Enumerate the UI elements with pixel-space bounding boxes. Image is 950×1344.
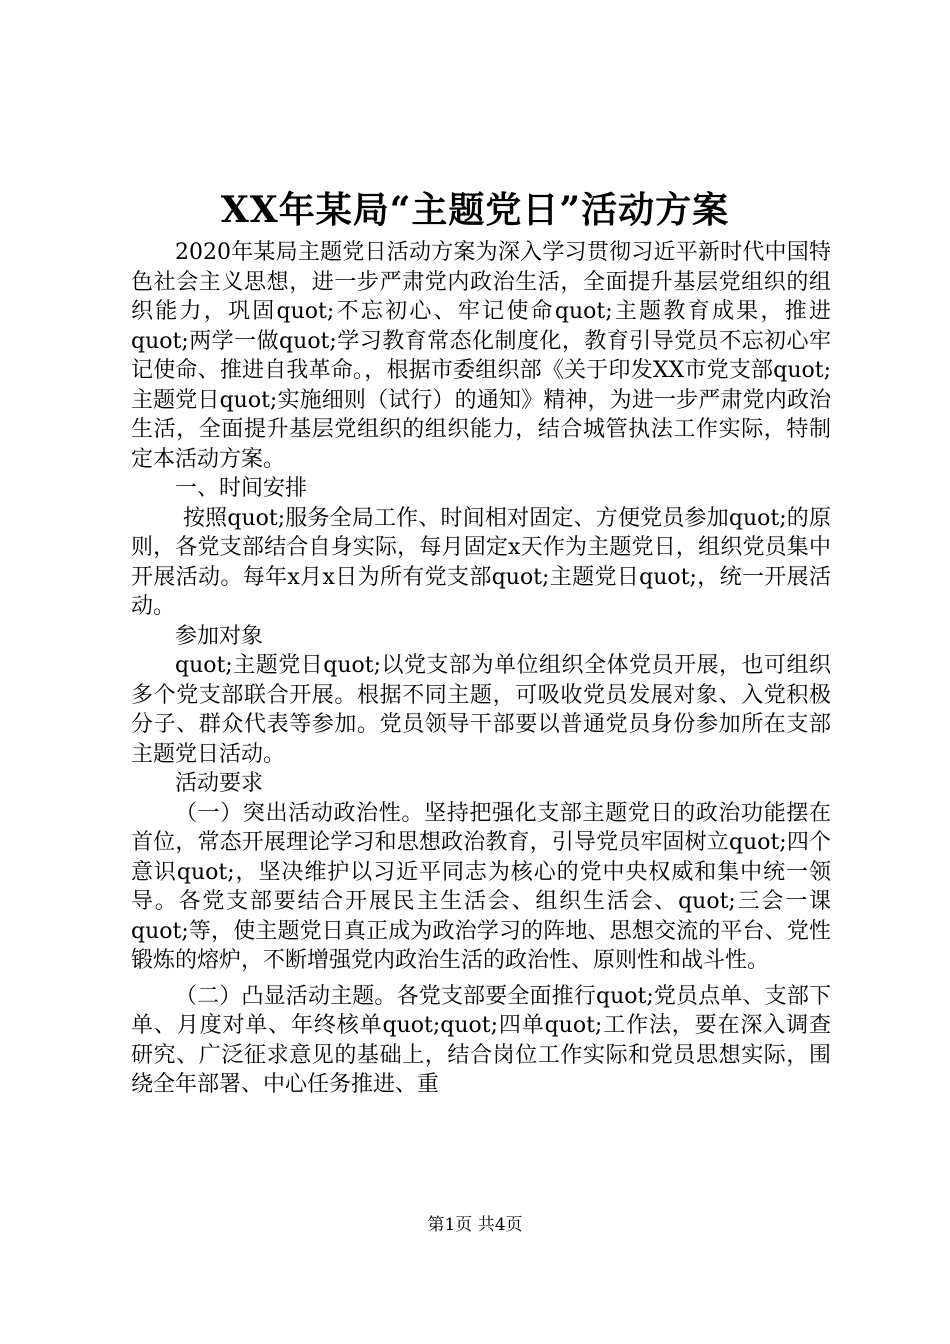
section-heading-participants: 参加对象 [175, 623, 264, 649]
requirement-1-paragraph: （一）突出活动政治性。坚持把强化支部主题党日的政治功能摆在首位，常态开展理论学习和思想政治教育，引导党员牢固树立quot;四个意识quot;，坚决维护以习近平同志为核心的党中央权威和集中统一领导。各党支部要结合开展民主生活会、组织生活会、quot;三会一课quot;等，使主题党日真正成为政治学习的阵地、思想交流的平台、党性锻炼的熔炉，不断增强党内政治生活的政治性、原则性和战斗性。 [131, 800, 831, 973]
section-heading-requirements: 活动要求 [175, 771, 264, 796]
requirement-2-paragraph: （二）凸显活动主题。各党支部要全面推行quot;党员点单、支部下单、月度对单、年终核单quot;quot;四单quot;工作法，要在深入调查研究、广泛征求意见的基础上，结合岗位工作实际和党员思想实际，围绕全年部署、中心任务推进、重 [131, 983, 831, 1097]
section-heading-time: 一、时间安排 [175, 476, 308, 501]
page-number-footer: 第1页 共4页 [427, 1215, 523, 1235]
document-body [131, 238, 831, 1100]
intro-paragraph: 2020年某局主题党日活动方案为深入学习贯彻习近平新时代中国特色社会主义思想，进一步严肃党内政治生活，全面提升基层党组织的组织能力，巩固quot;不忘初心、牢记使命quot;主题教育成果，推进quot;两学一做quot;学习教育常态化制度化，教育引导党员不忘初心牢记使命、推进自我革命。，根据市委组织部《关于印发XX市党支部quot;主题党日quot;实施细则（试行）的通知》精神，为进一步严肃党内政治生活，全面提升基层党组织的组织能力，结合城管执法工作实际，特制定本活动方案。 [131, 240, 831, 472]
participants-paragraph: quot;主题党日quot;以党支部为单位组织全体党员开展，也可组织多个党支部联合开展。根据不同主题，可吸收党员发展对象、入党积极分子、群众代表等参加。党员领导干部要以普通党员身份参加所在支部主题党日活动。 [131, 653, 831, 767]
document-title: XX年某局“主题党日”活动方案 [220, 189, 730, 231]
time-paragraph: 按照quot;服务全局工作、时间相对固定、方便党员参加quot;的原则，各党支部结合自身实际，每月固定x天作为主题党日，组织党员集中开展活动。每年x月x日为所有党支部quot;主题党日quot;，统一开展活动。 [131, 505, 831, 619]
